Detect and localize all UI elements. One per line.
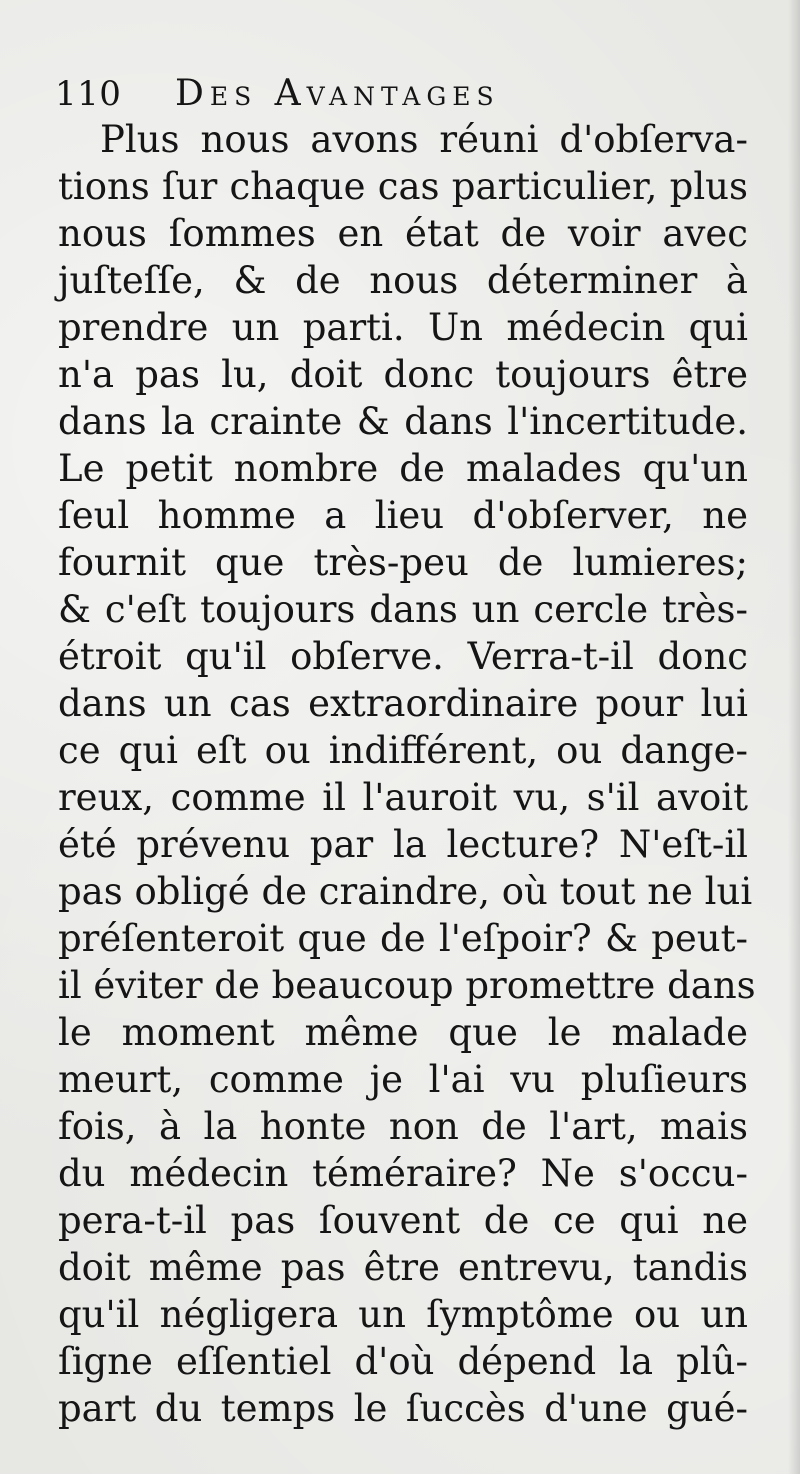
text-line: Le petit nombre de malades qu'un <box>58 447 748 490</box>
text-line: prendre un parti. Un médecin qui <box>58 306 748 349</box>
text-line: fournit que très-peu de lumieres; <box>58 541 748 584</box>
text-line: part du temps le ſuccès d'une gué- <box>58 1387 748 1430</box>
text-line: ſigne eſſentiel d'où dépend la plû- <box>58 1340 748 1383</box>
text-line: du médecin téméraire? Ne s'occu- <box>58 1152 748 1195</box>
text-line: meurt, comme je l'ai vu pluſieurs <box>58 1058 748 1101</box>
text-line: dans un cas extraordinaire pour lui <box>58 682 748 725</box>
text-line: qu'il négligera un ſymptôme ou un <box>58 1293 748 1336</box>
page-header <box>55 58 760 112</box>
text-line: n'a pas lu, doit donc toujours être <box>58 353 748 396</box>
text-line: fois, à la honte non de l'art, mais <box>58 1105 748 1148</box>
text-line: été prévenu par la lecture? N'eſt-il <box>58 823 748 866</box>
text-line: ce qui eſt ou indifférent, ou dange- <box>58 729 748 772</box>
running-head: Des Avantages <box>175 73 500 114</box>
text-line: tions ſur chaque cas particulier, plus <box>58 165 748 208</box>
page-number: 110 <box>55 74 122 114</box>
text-line: pera-t-il pas ſouvent de ce qui ne <box>58 1199 748 1242</box>
text-line: Plus nous avons réuni d'obſerva- <box>100 118 748 161</box>
text-line: il éviter de beaucoup promettre dans <box>58 964 756 1007</box>
text-line: préſenteroit que de l'eſpoir? & peut- <box>58 917 748 960</box>
text-line: doit même pas être entrevu, tandis <box>58 1246 748 1289</box>
text-line: étroit qu'il obſerve. Verra-t-il donc <box>58 635 748 678</box>
text-line: reux, comme il l'auroit vu, s'il avoit <box>58 776 748 819</box>
text-line: juſteſſe, & de nous déterminer à <box>58 259 748 302</box>
text-line: dans la crainte & dans l'incertitude. <box>58 400 748 443</box>
text-line: ſeul homme a lieu d'obſerver, ne <box>58 494 748 537</box>
body-text <box>58 116 756 1432</box>
text-line: & c'eſt toujours dans un cercle très- <box>58 588 748 631</box>
text-line: pas obligé de craindre, où tout ne lui <box>58 870 753 913</box>
text-line: le moment même que le malade <box>58 1011 748 1054</box>
text-line: nous ſommes en état de voir avec <box>58 212 748 255</box>
